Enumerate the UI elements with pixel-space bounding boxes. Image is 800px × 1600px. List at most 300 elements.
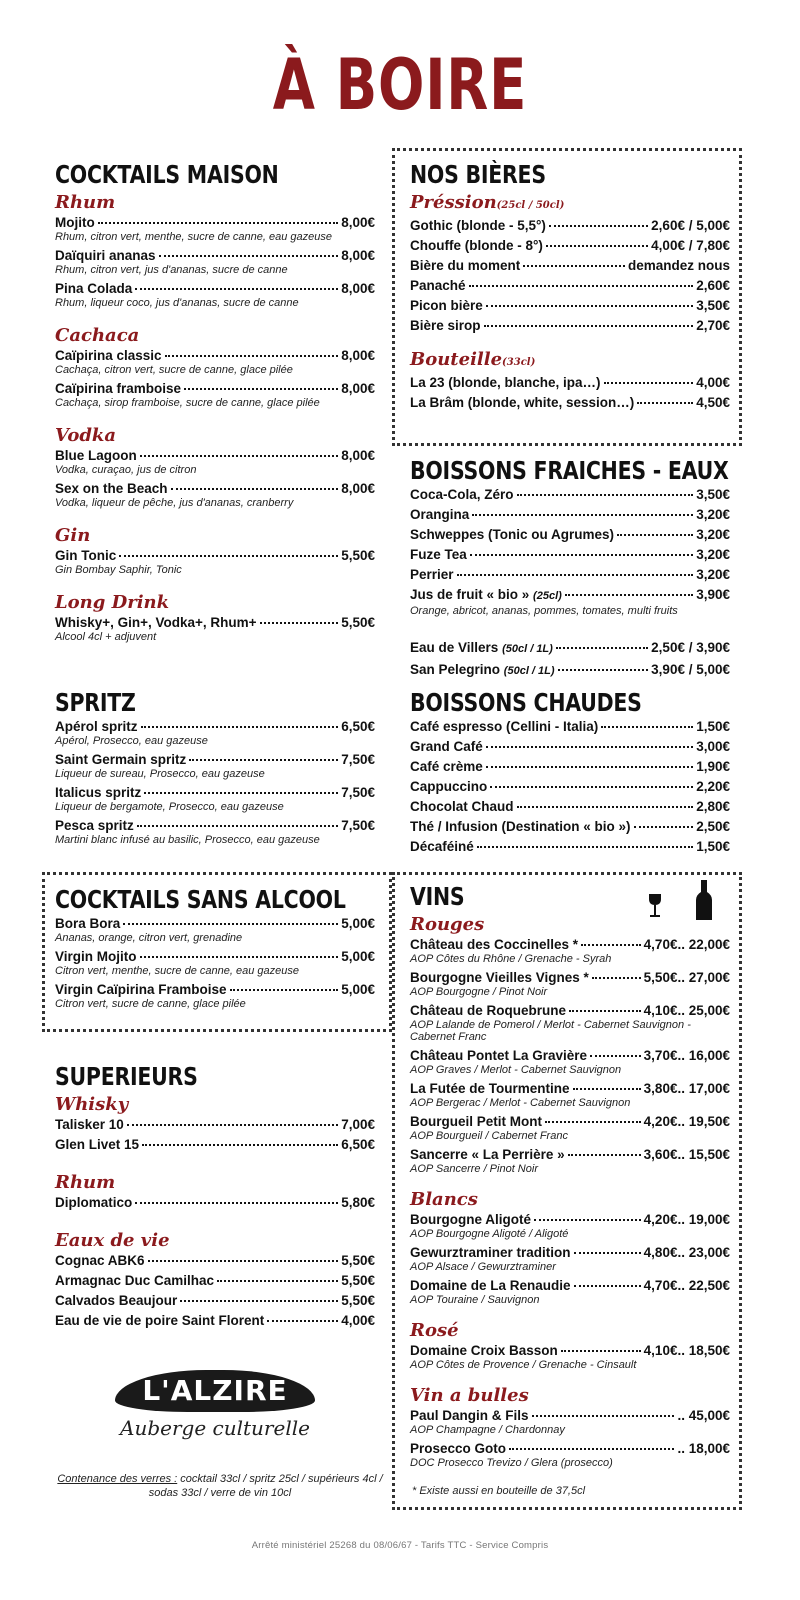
item-name: Fuze Tea: [410, 547, 467, 562]
wine-bottle-icon: [696, 880, 712, 920]
menu-item: [55, 380, 375, 397]
menu-item: [410, 486, 730, 503]
section-heading: VINS: [410, 882, 465, 911]
item-name: Saint Germain spritz: [55, 752, 187, 767]
item-price: 3,90€ / 5,00€: [651, 662, 730, 677]
item-name: Gothic (blonde - 5,5°): [410, 218, 546, 233]
menu-item: [55, 1116, 375, 1133]
menu-item: [410, 1440, 730, 1457]
item-price: 4,70€.. 22,00€: [643, 937, 730, 952]
menu-item: [410, 818, 730, 835]
menu-item: [410, 778, 730, 795]
category-note: (25cl / 50cl): [496, 200, 565, 211]
menu-item: [55, 447, 375, 464]
item-name: Talisker 10: [55, 1117, 124, 1132]
category-heading: Blancs: [410, 1189, 478, 1210]
leader-dots: [135, 288, 338, 290]
glass-capacity-label: Contenance des verres :: [57, 1473, 178, 1485]
page-title: À BOIRE: [272, 44, 528, 126]
item-price: 7,50€: [341, 818, 375, 833]
item-name: Bière du moment: [410, 258, 521, 273]
leader-dots: [98, 222, 338, 224]
item-description: Vodka, curaçao, jus de citron: [55, 464, 197, 476]
item-price: 2,50€: [696, 819, 730, 834]
logo-name: L'ALZIRE: [142, 1374, 288, 1407]
menu-item: [410, 1146, 730, 1163]
item-name: Orangina: [410, 507, 470, 522]
section-heading: COCKTAILS MAISON: [55, 160, 279, 189]
section-heading: SUPERIEURS: [55, 1062, 198, 1091]
item-name: Armagnac Duc Camilhac: [55, 1273, 215, 1288]
leader-dots: [601, 726, 693, 728]
item-price: 2,20€: [696, 779, 730, 794]
menu-item: [410, 277, 730, 294]
item-price: demandez nous: [627, 258, 730, 273]
menu-item: [55, 480, 375, 497]
section-sans-alcool: [55, 885, 375, 1014]
menu-item: [55, 817, 375, 834]
section-spritz: [55, 688, 375, 850]
item-description: Alcool 4cl + adjuvent: [55, 631, 157, 643]
item-description: AOP Côtes de Provence / Grenache - Cinsault: [410, 1359, 637, 1371]
item-name: Bourgogne Aligoté: [410, 1212, 531, 1227]
menu-item: [410, 838, 730, 855]
leader-dots: [123, 923, 338, 925]
item-price: .. 45,00€: [677, 1408, 730, 1423]
item-description: AOP Bourgogne / Pinot Noir: [410, 986, 548, 998]
item-price: 4,80€.. 23,00€: [643, 1245, 730, 1260]
leader-dots: [517, 494, 694, 496]
item-price: 6,50€: [341, 719, 375, 734]
item-name: Daïquiri ananas: [55, 248, 156, 263]
leader-dots: [141, 726, 339, 728]
menu-item: [410, 317, 730, 334]
menu-item: [410, 1342, 730, 1359]
item-description: Rhum, liqueur coco, jus d'ananas, sucre de canne: [55, 297, 299, 309]
item-name: Picon bière: [410, 298, 483, 313]
leader-dots: [486, 305, 693, 307]
leader-dots: [534, 1219, 641, 1221]
category-heading: Préssion(25cl / 50cl): [410, 192, 565, 213]
item-price: 5,00€: [341, 949, 375, 964]
item-name: Café espresso (Cellini - Italia): [410, 719, 599, 734]
leader-dots: [509, 1448, 674, 1450]
leader-dots: [137, 825, 338, 827]
menu-item: [410, 969, 730, 986]
item-name: Chocolat Chaud: [410, 799, 514, 814]
item-price: 3,50€: [696, 487, 730, 502]
item-name: Coca-Cola, Zéro: [410, 487, 514, 502]
leader-dots: [637, 402, 693, 404]
item-description: AOP Lalande de Pomerol / Merlot - Cabernet Sauvignon - Cabernet Franc: [410, 1019, 691, 1043]
item-description: AOP Alsace / Gewurztraminer: [410, 1261, 556, 1273]
glass-capacity-text: cocktail 33cl / spritz 25cl / supérieurs 4cl / sodas 33cl / verre de vin 10cl: [148, 1473, 383, 1499]
item-name: Bourgogne Vieilles Vignes *: [410, 970, 589, 985]
leader-dots: [189, 759, 338, 761]
leader-dots: [545, 1121, 641, 1123]
menu-item: [410, 217, 730, 234]
leader-dots: [546, 245, 648, 247]
item-name: Virgin Caïpirina Framboise: [55, 982, 227, 997]
item-name: Mojito: [55, 215, 95, 230]
menu-item: [410, 1211, 730, 1228]
menu-item: [55, 718, 375, 735]
item-price: 2,50€ / 3,90€: [651, 640, 730, 655]
item-price: 5,80€: [341, 1195, 375, 1210]
menu-item: [55, 247, 375, 264]
category-heading: Vodka: [55, 425, 117, 446]
menu-item: [410, 936, 730, 953]
item-price: 1,50€: [696, 839, 730, 854]
item-price: 2,60€: [696, 278, 730, 293]
leader-dots: [634, 826, 694, 828]
item-name: Décaféiné: [410, 839, 474, 854]
item-name: Chouffe (blonde - 8°): [410, 238, 543, 253]
item-price: 1,50€: [696, 719, 730, 734]
menu-item: [410, 506, 730, 523]
item-note: (50cl / 1L): [502, 643, 553, 655]
leader-dots: [569, 1010, 641, 1012]
item-price: 5,50€: [341, 615, 375, 630]
item-price: 1,90€: [696, 759, 730, 774]
item-price: 4,50€: [696, 395, 730, 410]
leader-dots: [171, 488, 339, 490]
item-name: Prosecco Goto: [410, 1441, 507, 1456]
leader-dots: [144, 792, 338, 794]
item-name: Whisky+, Gin+, Vodka+, Rhum+: [55, 615, 257, 630]
menu-item: [55, 1272, 375, 1289]
item-price: 3,70€.. 16,00€: [643, 1048, 730, 1063]
menu-item: [410, 738, 730, 755]
item-name: Glen Livet 15: [55, 1137, 140, 1152]
menu-item: [410, 237, 730, 254]
menu-item: [410, 1407, 730, 1424]
menu-item: [410, 526, 730, 543]
section-heading: BOISSONS FRAICHES - EAUX: [410, 456, 729, 485]
item-price: 3,60€.. 15,50€: [643, 1147, 730, 1162]
item-description: Liqueur de sureau, Prosecco, eau gazeuse: [55, 768, 265, 780]
menu-item: [410, 566, 730, 583]
item-description: Orange, abricot, ananas, pommes, tomates, multi fruits: [410, 605, 678, 617]
leader-dots: [217, 1280, 338, 1282]
item-name: Caïpirina framboise: [55, 381, 182, 396]
item-name: Virgin Mojito: [55, 949, 137, 964]
menu-item: [410, 374, 730, 391]
item-price: 5,50€.. 27,00€: [643, 970, 730, 985]
item-price: 2,70€: [696, 318, 730, 333]
menu-item: [55, 280, 375, 297]
item-price: 8,00€: [341, 381, 375, 396]
leader-dots: [574, 1285, 641, 1287]
item-name: Gin Tonic: [55, 548, 117, 563]
menu-item: [410, 639, 730, 658]
item-price: 3,00€: [696, 739, 730, 754]
item-note: (50cl / 1L): [503, 665, 555, 677]
item-price: 2,60€ / 5,00€: [651, 218, 730, 233]
leader-dots: [573, 1088, 641, 1090]
leader-dots: [180, 1300, 338, 1302]
leader-dots: [581, 944, 641, 946]
leader-dots: [140, 956, 339, 958]
item-name: Château Pontet La Gravière: [410, 1048, 588, 1063]
menu-item: [55, 1292, 375, 1309]
leader-dots: [127, 1124, 338, 1126]
item-price: 4,00€ / 7,80€: [651, 238, 730, 253]
item-name: Schweppes (Tonic ou Agrumes): [410, 527, 615, 542]
item-price: 8,00€: [341, 448, 375, 463]
menu-item: [410, 394, 730, 411]
item-price: 5,50€: [341, 1293, 375, 1308]
item-name: Italicus spritz: [55, 785, 142, 800]
category-note: (33cl): [502, 357, 536, 368]
leader-dots: [469, 285, 694, 287]
item-description: AOP Bourgueil / Cabernet Franc: [410, 1130, 568, 1142]
item-description: AOP Côtes du Rhône / Grenache - Syrah: [410, 953, 612, 965]
item-description: Citron vert, sucre de canne, glace pilée: [55, 998, 246, 1010]
item-name: Bière sirop: [410, 318, 481, 333]
category-heading: Cachaca: [55, 325, 140, 346]
item-price: 4,70€.. 22,50€: [643, 1278, 730, 1293]
item-name: Pina Colada: [55, 281, 133, 296]
item-name: Jus de fruit « bio » (25cl): [410, 587, 562, 602]
wine-note: * Existe aussi en bouteille de 37,5cl: [412, 1485, 586, 1497]
leader-dots: [590, 1055, 641, 1057]
item-description: Rhum, citron vert, jus d'ananas, sucre de canne: [55, 264, 288, 276]
item-price: 3,90€: [696, 587, 730, 602]
item-price: 4,10€.. 18,50€: [643, 1343, 730, 1358]
item-price: 3,20€: [696, 567, 730, 582]
item-price: 3,20€: [696, 527, 730, 542]
menu-item: [410, 586, 730, 605]
leader-dots: [617, 534, 693, 536]
menu-item: [410, 718, 730, 735]
item-name: Apérol spritz: [55, 719, 138, 734]
leader-dots: [558, 669, 649, 671]
menu-item: [410, 1113, 730, 1130]
section-vins: [410, 882, 730, 1473]
item-description: Ananas, orange, citron vert, grenadine: [55, 932, 243, 944]
menu-item: [410, 1244, 730, 1261]
category-heading: Long Drink: [55, 592, 170, 613]
leader-dots: [556, 647, 648, 649]
menu-item: [55, 1252, 375, 1269]
item-price: 3,20€: [696, 547, 730, 562]
menu-item: [410, 758, 730, 775]
section-heading: SPRITZ: [55, 688, 136, 717]
item-name: Diplomatico: [55, 1195, 133, 1210]
leader-dots: [184, 388, 338, 390]
item-name: Domaine de La Renaudie: [410, 1278, 571, 1293]
menu-item: [55, 347, 375, 364]
menu-item: [410, 661, 730, 680]
item-description: Cachaça, sirop framboise, sucre de canne, glace pilée: [55, 397, 320, 409]
item-name: Eau de Villers (50cl / 1L): [410, 640, 553, 655]
leader-dots: [574, 1252, 641, 1254]
item-price: 2,80€: [696, 799, 730, 814]
item-note: (25cl): [533, 590, 562, 602]
leader-dots: [260, 622, 339, 624]
leader-dots: [486, 766, 693, 768]
item-name: Domaine Croix Basson: [410, 1343, 558, 1358]
item-price: 4,20€.. 19,00€: [643, 1212, 730, 1227]
menu-item: [410, 1047, 730, 1064]
item-name: Pesca spritz: [55, 818, 134, 833]
leader-dots: [604, 382, 694, 384]
section-heading: NOS BIÈRES: [410, 160, 546, 189]
item-name: Sex on the Beach: [55, 481, 168, 496]
item-price: 8,00€: [341, 348, 375, 363]
menu-item: [55, 948, 375, 965]
item-price: 7,50€: [341, 785, 375, 800]
leader-dots: [549, 225, 648, 227]
item-price: 8,00€: [341, 248, 375, 263]
item-description: DOC Prosecco Trevizo / Glera (prosecco): [410, 1457, 613, 1469]
wine-glass-icon: [648, 893, 662, 919]
item-name: La Brâm (blonde, white, session…): [410, 395, 635, 410]
item-name: La Futée de Tourmentine: [410, 1081, 570, 1096]
legal-notice: Arrêté ministériel 25268 du 08/06/67 - Tarifs TTC - Service Compris: [251, 1540, 549, 1551]
category-heading: Whisky: [55, 1094, 129, 1115]
leader-dots: [477, 846, 693, 848]
leader-dots: [119, 555, 338, 557]
item-name: Sancerre « La Perrière »: [410, 1147, 565, 1162]
item-description: AOP Bergerac / Merlot - Cabernet Sauvignon: [410, 1097, 631, 1109]
item-price: 8,00€: [341, 215, 375, 230]
leader-dots: [148, 1260, 339, 1262]
leader-dots: [484, 325, 694, 327]
menu-item: [410, 297, 730, 314]
menu-item: [55, 614, 375, 631]
item-name: Calvados Beaujour: [55, 1293, 178, 1308]
logo: [115, 1370, 315, 1450]
leader-dots: [140, 455, 338, 457]
item-description: Apérol, Prosecco, eau gazeuse: [55, 735, 208, 747]
leader-dots: [135, 1202, 338, 1204]
leader-dots: [470, 554, 693, 556]
item-description: AOP Bourgogne Aligoté / Aligoté: [410, 1228, 569, 1240]
item-price: 4,10€.. 25,00€: [643, 1003, 730, 1018]
item-description: AOP Graves / Merlot - Cabernet Sauvignon: [410, 1064, 622, 1076]
category-heading: Eaux de vie: [55, 1230, 170, 1251]
menu-item: [55, 214, 375, 231]
item-price: 6,50€: [341, 1137, 375, 1152]
item-price: 3,50€: [696, 298, 730, 313]
item-name: Château des Coccinelles *: [410, 937, 579, 952]
item-price: 3,80€.. 17,00€: [643, 1081, 730, 1096]
menu-item: [55, 915, 375, 932]
section-bieres: [410, 160, 730, 414]
category-heading: Rhum: [55, 192, 116, 213]
category-heading: Gin: [55, 525, 91, 546]
leader-dots: [230, 989, 339, 991]
item-price: 5,50€: [341, 1273, 375, 1288]
item-description: Martini blanc infusé au basilic, Prosecco, eau gazeuse: [55, 834, 320, 846]
leader-dots: [592, 977, 641, 979]
menu-item: [410, 1002, 730, 1019]
menu-item: [410, 798, 730, 815]
menu-item: [55, 784, 375, 801]
item-price: 8,00€: [341, 481, 375, 496]
item-description: AOP Champagne / Chardonnay: [410, 1424, 565, 1436]
item-price: 3,20€: [696, 507, 730, 522]
item-price: 4,00€: [696, 375, 730, 390]
item-price: 4,20€.. 19,50€: [643, 1114, 730, 1129]
leader-dots: [523, 265, 625, 267]
section-boissons-chaudes: [410, 688, 730, 858]
menu-item: [55, 1194, 375, 1211]
item-name: Caïpirina classic: [55, 348, 162, 363]
item-name: Grand Café: [410, 739, 483, 754]
item-name: Château de Roquebrune: [410, 1003, 567, 1018]
item-name: Gewurztraminer tradition: [410, 1245, 571, 1260]
leader-dots: [159, 255, 339, 257]
item-description: AOP Touraine / Sauvignon: [410, 1294, 540, 1306]
menu-item: [410, 546, 730, 563]
leader-dots: [142, 1144, 338, 1146]
category-heading: Bouteille(33cl): [410, 349, 536, 370]
item-name: Cognac ABK6: [55, 1253, 145, 1268]
menu-item: [55, 547, 375, 564]
item-description: Gin Bombay Saphir, Tonic: [55, 564, 182, 576]
item-description: Rhum, citron vert, menthe, sucre de canne, eau gazeuse: [55, 231, 332, 243]
category-heading: Rhum: [55, 1172, 116, 1193]
logo-tagline: Auberge culturelle: [120, 1416, 310, 1440]
leader-dots: [267, 1320, 338, 1322]
menu-item: [410, 1080, 730, 1097]
item-name: San Pelegrino (50cl / 1L): [410, 662, 555, 677]
leader-dots: [472, 514, 693, 516]
leader-dots: [517, 806, 694, 808]
item-name: Thé / Infusion (Destination « bio »): [410, 819, 631, 834]
section-boissons-fraiches: [410, 456, 730, 683]
item-price: 5,00€: [341, 982, 375, 997]
leader-dots: [561, 1350, 641, 1352]
item-name: Bora Bora: [55, 916, 121, 931]
item-price: 8,00€: [341, 281, 375, 296]
category-heading: Vin a bulles: [410, 1385, 529, 1406]
category-heading: Rosé: [410, 1320, 459, 1341]
leader-dots: [568, 1154, 641, 1156]
menu-item: [55, 1136, 375, 1153]
item-name: Eau de vie de poire Saint Florent: [55, 1313, 265, 1328]
glass-capacity-note: [55, 1472, 385, 1500]
item-price: 4,00€: [341, 1313, 375, 1328]
item-description: Liqueur de bergamote, Prosecco, eau gazeuse: [55, 801, 284, 813]
section-cocktails-maison: [55, 160, 375, 647]
leader-dots: [165, 355, 339, 357]
leader-dots: [457, 574, 694, 576]
item-description: Vodka, liqueur de pêche, jus d'ananas, cranberry: [55, 497, 294, 509]
item-description: AOP Sancerre / Pinot Noir: [410, 1163, 538, 1175]
item-name: Paul Dangin & Fils: [410, 1408, 529, 1423]
menu-item: [410, 257, 730, 274]
item-name: La 23 (blonde, blanche, ipa…): [410, 375, 601, 390]
item-price: .. 18,00€: [677, 1441, 730, 1456]
item-price: 7,00€: [341, 1117, 375, 1132]
item-price: 5,00€: [341, 916, 375, 931]
item-price: 7,50€: [341, 752, 375, 767]
menu-item: [55, 751, 375, 768]
leader-dots: [490, 786, 693, 788]
menu-item: [410, 1277, 730, 1294]
item-name: Cappuccino: [410, 779, 488, 794]
item-description: Cachaça, citron vert, sucre de canne, glace pilée: [55, 364, 293, 376]
section-superieurs: [55, 1062, 375, 1332]
item-name: Blue Lagoon: [55, 448, 137, 463]
menu-item: [55, 1312, 375, 1329]
category-heading: Rouges: [410, 914, 485, 935]
item-description: Citron vert, menthe, sucre de canne, eau gazeuse: [55, 965, 299, 977]
